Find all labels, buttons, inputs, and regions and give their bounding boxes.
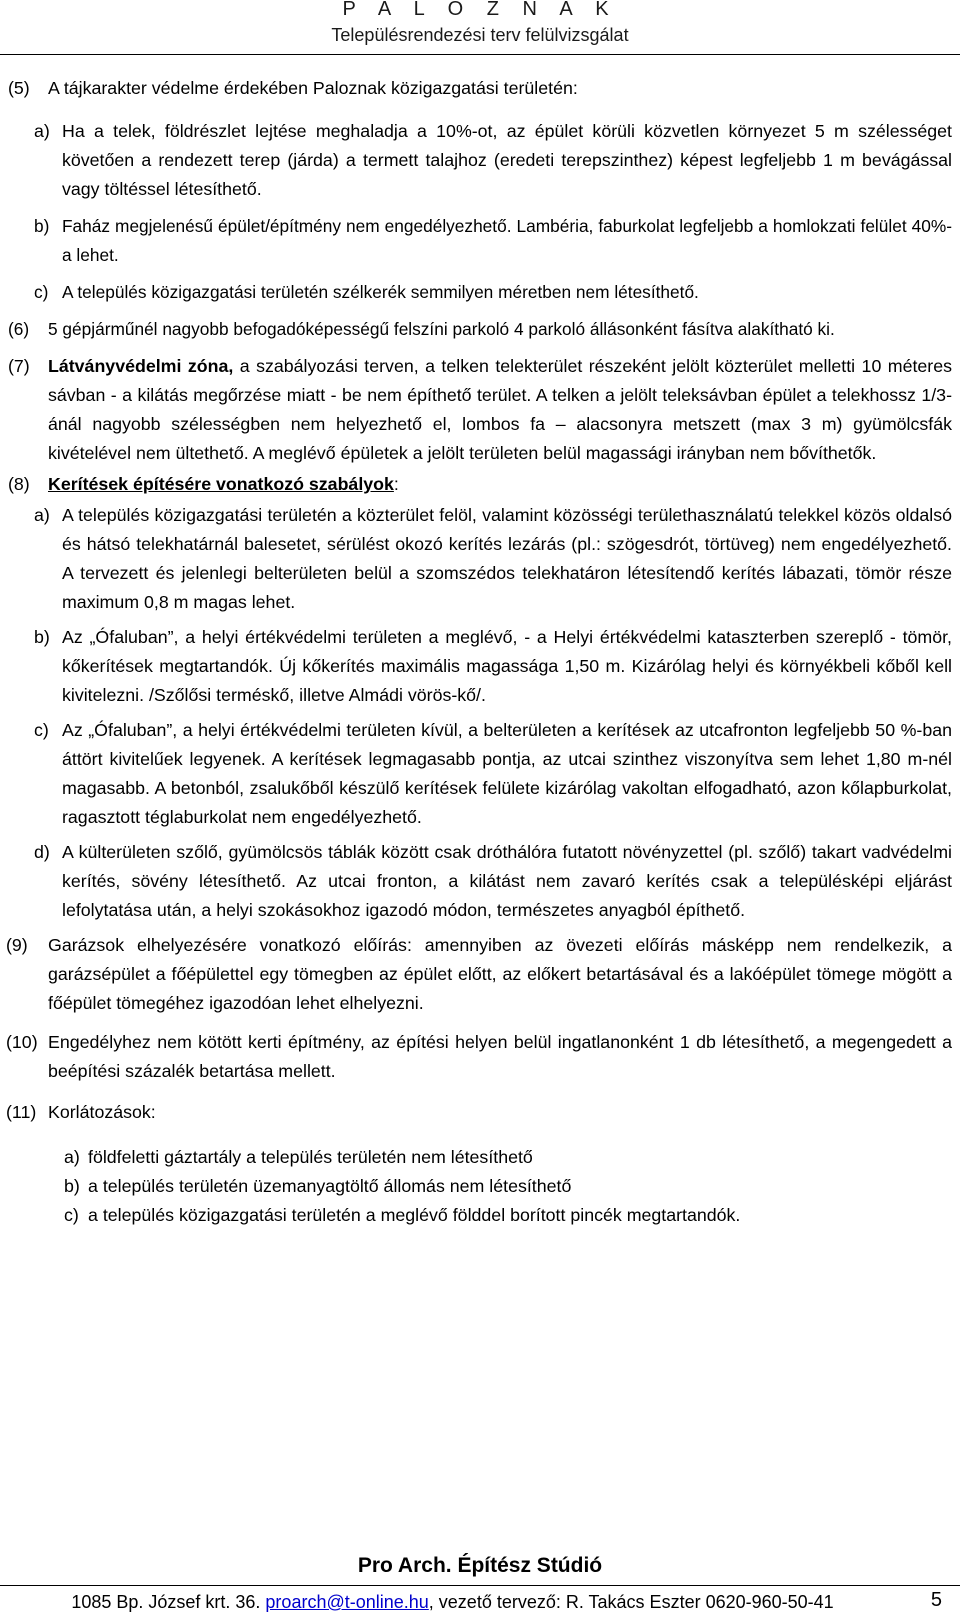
paragraph-text: Engedélyhez nem kötött kerti építmény, az építési helyen belül ingatlanonként 1 db létesíthető, a megengedett a beépítési százalék betartása mellett. [48, 1032, 952, 1081]
paragraph-number: (7) [8, 356, 30, 376]
paragraph-10 [0, 1028, 960, 1086]
item-letter: c) [34, 282, 49, 302]
item-text: a település területén üzemanyagtöltő állomás nem létesíthető [88, 1176, 572, 1196]
document-title: P A L O Z N A K [342, 0, 618, 20]
footer-email-link[interactable]: proarch@t-online.hu [265, 1592, 429, 1612]
paragraph-text: Korlátozások: [48, 1102, 156, 1122]
paragraph-5b [0, 212, 960, 270]
paragraph-number: (5) [8, 78, 30, 98]
item-text: Az „Ófaluban”, a helyi értékvédelmi területen kívül, a belterületen a kerítések az utcafronton legfeljebb 50 %-ban áttört kivitelűek legyenek. A kerítések legmagasabb pontja, az utcai szinthez viszonyítva sem lehet 1,80 m-nél magasabb. A betonból, zsalukőből készülő kerítések felülete kizárólag vakoltan elfogadható, azon kőlapburkolat, ragasztott téglaburkolat nem engedélyezhető. [62, 720, 952, 827]
paragraph-number: (10) [6, 1032, 38, 1052]
paragraph-9 [0, 931, 960, 1018]
document-body [0, 70, 960, 1230]
paragraph-7 [0, 352, 960, 468]
item-letter: b) [34, 216, 50, 236]
item-letter: a) [64, 1147, 80, 1167]
item-letter: c) [34, 720, 49, 740]
paragraph-text: a szabályozási terven, a telken telekterület részeként jelölt közterület melletti 10 méteres sávban - a kilátás megőrzése miatt - be nem építhető terület. A telken a jelölt teleksávban épület a telekhossz 1/3-ánál nagyobb szélességben nem helyezhető el, lombos fa – alacsonyra metszett (max 3 m) gyümölcsfák kivételével nem ültethető. A meglévő épületek a jelölt területen belül magassági irányban nem bővíthetők. [48, 356, 952, 463]
paragraph-8b [0, 623, 960, 710]
paragraph-number: (11) [6, 1102, 37, 1122]
item-letter: b) [34, 627, 50, 647]
paragraph-8a [0, 501, 960, 617]
item-text: A település közigazgatási területén a közterület felöl, valamint közösségi területhasználatú telekkel közös oldalsó és hátsó telekhatárnál balesetet, sérülést okozó kerítés lezárás (pl.: szögesdrót, törtüveg) nem engedélyezhető. A tervezett és jelenlegi belterületen belül a szomszédos telekhatáron létesítendő kerítés lábazati, tömör része maximum 0,8 m magas lehet. [62, 505, 952, 612]
paragraph-8 [0, 470, 960, 499]
item-text: földfeletti gáztartály a település területén nem létesíthető [88, 1147, 533, 1167]
paragraph-5c [0, 278, 960, 307]
paragraph-11a [0, 1143, 960, 1172]
header-divider [0, 54, 960, 55]
item-letter: a) [34, 121, 50, 141]
item-letter: d) [34, 842, 50, 862]
item-letter: a) [34, 505, 50, 525]
paragraph-6 [0, 315, 960, 344]
paragraph-11b [0, 1172, 960, 1201]
paragraph-number: (9) [6, 935, 28, 955]
paragraph-8c [0, 716, 960, 832]
footer-designer: , vezető tervező: R. Takács Eszter 0620-960-50-41 [428, 1592, 834, 1612]
paragraph-text: 5 gépjárműnél nagyobb befogadóképességű felszíni parkoló 4 parkoló állásonként fásítva alakítható ki. [48, 319, 835, 339]
item-text: Faház megjelenésű épület/építmény nem engedélyezhető. Lambéria, faburkolat legfeljebb a homlokzati felület 40%-a lehet. [62, 216, 952, 265]
paragraph-5a [0, 117, 960, 204]
document-subtitle: Településrendezési terv felülvizsgálat [331, 25, 629, 45]
paragraph-text: A tájkarakter védelme érdekében Paloznak közigazgatási területén: [48, 78, 578, 98]
paragraph-8d [0, 838, 960, 925]
paragraph-5 [0, 74, 960, 103]
item-text: A külterületen szőlő, gyümölcsös táblák között csak dróthálóra futatott növényzettel (pl. szőlő) takart vadvédelmi kerítés, sövény létesíthető. Az utcai fronton, a kilátást nem zavaró kerítés csak a településképi eljárást lefolytatása után, a helyi szokásokhoz igazodó módon, természetes anyagból építhető. [62, 842, 952, 920]
footer-address: 1085 Bp. József krt. 36. [71, 1592, 266, 1612]
paragraph-11c [0, 1201, 960, 1230]
paragraph-number: (8) [8, 474, 30, 494]
paragraph-11 [0, 1098, 960, 1127]
item-text: Az „Ófaluban”, a helyi értékvédelmi területen a meglévő, - a Helyi értékvédelmi kataszterben szereplő - tömör, kőkerítések megtartandók. Új kőkerítés maximális magassága 1,50 m. Kizárólag helyi és környékbeli kőből kell kivitelezni. /Szőlősi terméskő, illetve Almádi vörös-kő/. [62, 627, 952, 705]
paragraph-colon: : [393, 474, 399, 494]
item-letter: c) [64, 1205, 79, 1225]
footer-contact [0, 1592, 905, 1613]
paragraph-bold-heading: Kerítések építésére vonatkozó szabályok [48, 474, 394, 494]
item-text: Ha a telek, földrészlet lejtése meghaladja a 10%-ot, az épület körüli közvetlen környezet 5 m szélességet követően a rendezett terep (járda) a termett talajhoz (eredeti terepszinthez) képest legfeljebb 1 m bevágással vagy töltéssel létesíthető. [62, 121, 952, 199]
paragraph-bold-lead: Látványvédelmi zóna, [48, 356, 234, 376]
item-text: A település közigazgatási területén szélkerék semmilyen méretben nem létesíthető. [62, 282, 699, 302]
paragraph-text: Garázsok elhelyezésére vonatkozó előírás: amennyiben az övezeti előírás másképp nem rendelkezik, a garázsépület a főépülettel egy tömegben az épület előtt, az előkert betartásával és a lakóépület tömege mögött a főépület tömegéhez igazodóan lehet elhelyezni. [48, 935, 952, 1013]
item-letter: b) [64, 1176, 80, 1196]
footer-divider [0, 1585, 960, 1586]
footer-studio-name: Pro Arch. Építész Stúdió [357, 1554, 603, 1577]
paragraph-number: (6) [8, 319, 30, 339]
item-text: a település közigazgatási területén a meglévő földdel borított pincék megtartandók. [88, 1205, 741, 1225]
page-number: 5 [930, 1589, 942, 1611]
